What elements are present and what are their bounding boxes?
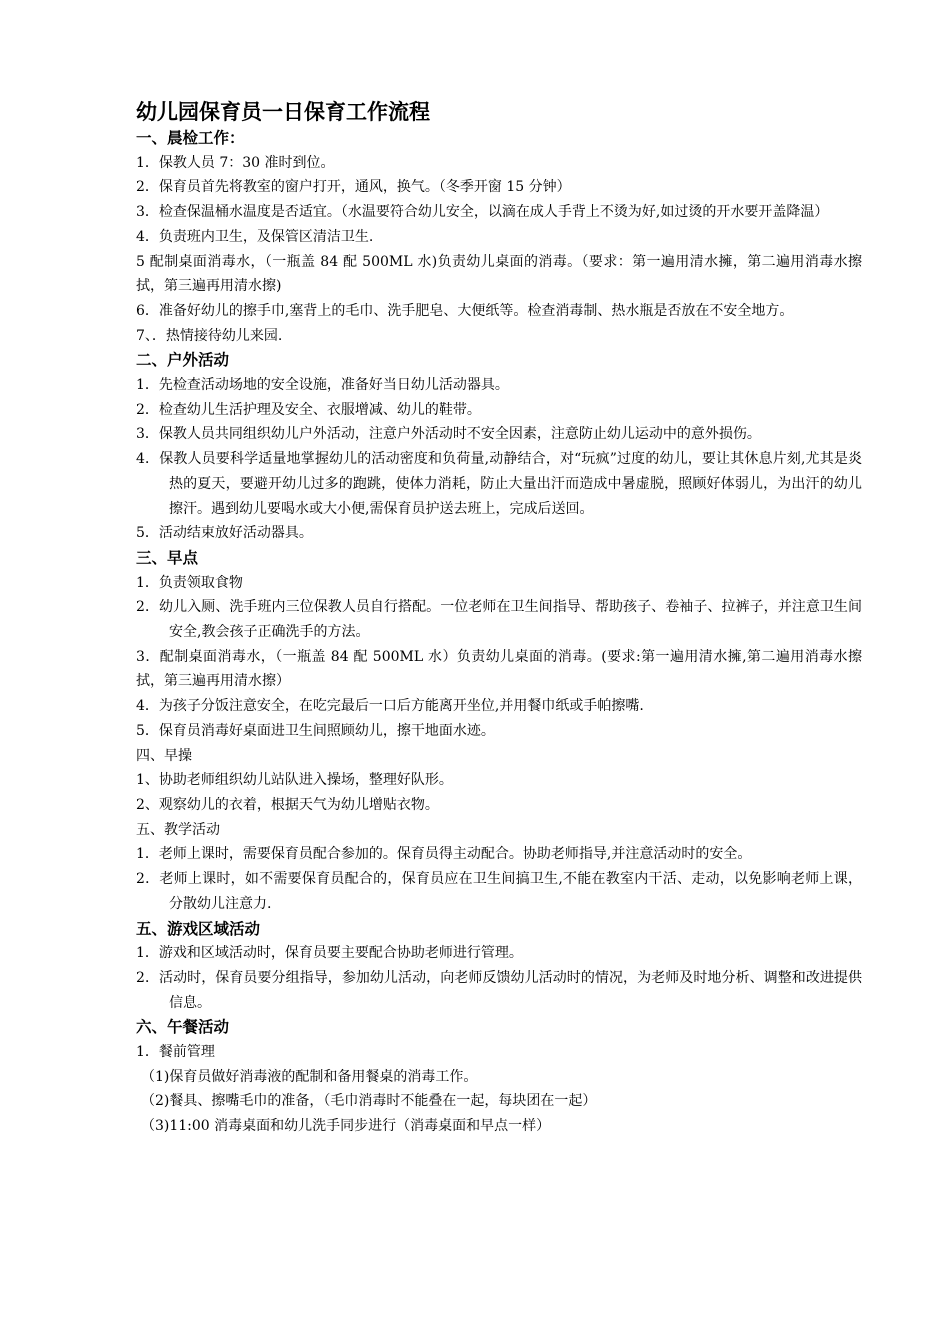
list-item: 2、观察幼儿的衣着，根据天气为幼儿增贴衣物。 (136, 796, 439, 813)
section-heading-teaching: 五、教学活动 (136, 821, 220, 838)
list-item: 5．活动结束放好活动器具。 (136, 525, 313, 542)
list-item: 3．配制桌面消毒水，（一瓶盖 84 配 500ML 水）负责幼儿桌面的消毒。(要求:第一遍用清水擁,第二遍用消毒水擦拭，第三遍再用清水擦） (136, 648, 862, 690)
list-item: 2．活动时，保育员要分组指导，参加幼儿活动，向老师反馈幼儿活动时的情况，为老师及时地分析、调整和改进提供信息。 (136, 969, 862, 1011)
list-item: 5 配制桌面消毒水，（一瓶盖 84 配 500ML 水)负责幼儿桌面的消毒。（要求：第一遍用清水擁，第二遍用消毒水擦拭，第三遍再用清水擦) (136, 253, 862, 295)
list-item: 4．为孩子分饭注意安全，在吃完最后一口后方能离开坐位,并用餐巾纸或手帕擦嘴. (136, 698, 644, 715)
list-item: 1．老师上课时，需要保育员配合参加的。保育员得主动配合。协助老师指导,并注意活动时的安全。 (136, 846, 752, 863)
list-item: 1、协助老师组织幼儿站队进入操场，整理好队形。 (136, 772, 453, 789)
list-item: 1．保教人员 7：30 准时到位。 (136, 154, 335, 171)
list-item: 1．负责领取食物 (136, 574, 243, 591)
list-item: 7、．热情接待幼儿来园. (136, 327, 283, 344)
list-item: 4．保教人员要科学适量地掌握幼儿的活动密度和负荷量,动静结合，对“玩疯”过度的幼儿，要让其休息片刻,尤其是炎热的夏天，要避开幼儿过多的跑跳，使体力消耗，防止大量出汗而造成中暑虚脱，照顾好体弱儿，为出汗的幼儿擦汗。遇到幼儿要喝水或大小便,需保育员护送去班上，完成后送回。 (136, 451, 862, 517)
list-item: 4．负责班内卫生，及保管区清洁卫生. (136, 228, 374, 245)
list-item: （3)11:00 消毒桌面和幼儿洗手同步进行（消毒桌面和早点一样） (141, 1118, 551, 1135)
section-heading-lunch: 六、午餐活动 (136, 1018, 230, 1037)
section-heading-exercise: 四、早操 (136, 747, 192, 764)
document-page (136, 98, 862, 1139)
list-item: 3．检查保温桶水温度是否适宜。（水温要符合幼儿安全，以滴在成人手背上不烫为好,如过烫的开水要开盖降温） (136, 204, 829, 221)
section-heading-play-area: 五、游戏区域活动 (136, 919, 261, 938)
list-item: 1．游戏和区域活动时，保育员要主要配合协助老师进行管理。 (136, 945, 523, 962)
page-title: 幼儿园保育员一日保育工作流程 (136, 100, 430, 124)
list-item: 2．幼儿入厕、洗手班内三位保教人员自行搭配。一位老师在卫生间指导、帮助孩子、卷袖子、拉裤子，并注意卫生间安全,教会孩子正确洗手的方法。 (136, 599, 862, 641)
section-heading-snack: 三、早点 (136, 548, 199, 567)
section-heading-outdoor: 二、户外活动 (136, 351, 230, 370)
list-item: （1)保育员做好消毒液的配制和备用餐桌的消毒工作。 (141, 1068, 478, 1085)
list-item: （2)餐具、擦嘴毛巾的准备，（毛巾消毒时不能叠在一起，每块团在一起） (141, 1093, 597, 1110)
list-item: 5．保育员消毒好桌面进卫生间照顾幼儿，擦干地面水迹。 (136, 722, 495, 739)
list-item: 1．餐前管理 (136, 1044, 215, 1061)
list-item: 6．准备好幼儿的擦手巾,塞背上的毛巾、洗手肥皂、大便纸等。检查消毒制、热水瓶是否放在不安全地方。 (136, 302, 794, 319)
list-item: 2．检查幼儿生活护理及安全、衣服增减、幼儿的鞋带。 (136, 401, 481, 418)
list-item: 3．保教人员共同组织幼儿户外活动，注意户外活动时不安全因素，注意防止幼儿运动中的意外损伤。 (136, 426, 761, 443)
list-item: 2．保育员首先将教室的窗户打开，通风，换气。（冬季开窗 15 分钟） (136, 179, 571, 196)
list-item: 1．先检查活动场地的安全设施，准备好当日幼儿活动器具。 (136, 377, 509, 394)
section-heading-morning-check: 一、晨检工作： (136, 129, 245, 147)
list-item: 2．老师上课时，如不需要保育员配合的，保育员应在卫生间搞卫生,不能在教室内干活、走动，以免影响老师上课，分散幼儿注意力. (136, 871, 862, 912)
